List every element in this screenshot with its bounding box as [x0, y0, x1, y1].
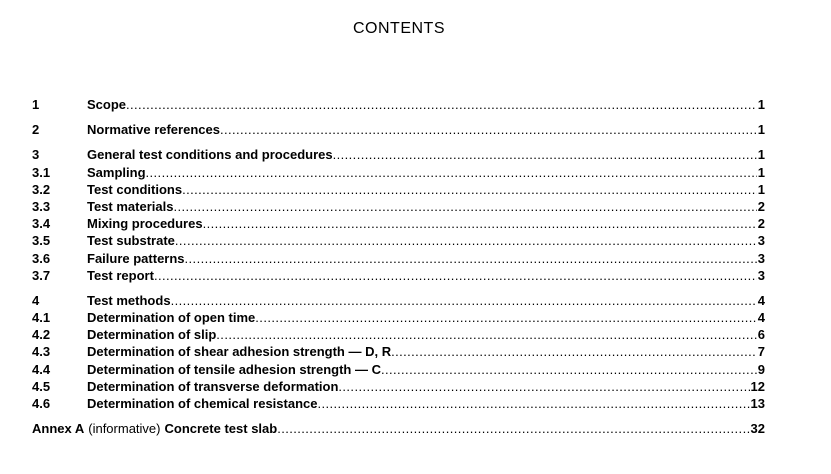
toc-entry[interactable]	[32, 96, 765, 113]
toc-entry-label: Test conditions	[87, 181, 183, 197]
toc-entry-number: 4.1	[32, 310, 51, 326]
toc-entry[interactable]	[32, 232, 765, 249]
toc-dot-leader	[126, 96, 757, 113]
toc-entry-number: 3.7	[32, 267, 51, 283]
toc-entry[interactable]	[32, 395, 765, 412]
toc-entry-label: Determination of tensile adhesion strength — C	[87, 361, 381, 377]
toc-entry-page: 7	[757, 344, 765, 360]
toc-entry-label: Test materials	[87, 198, 174, 214]
toc-entry-page: 2	[757, 198, 765, 214]
toc-entry-number: 3	[32, 147, 40, 163]
toc-entry[interactable]	[32, 343, 765, 360]
toc-dot-leader	[216, 326, 756, 343]
toc-entry[interactable]	[32, 361, 765, 378]
toc-entry-number: 3.6	[32, 250, 51, 266]
toc-dot-leader	[154, 267, 757, 284]
toc-dot-leader	[277, 420, 749, 437]
toc-entry[interactable]	[32, 309, 765, 326]
toc-entry-number: 4.4	[32, 361, 51, 377]
toc-dot-leader	[146, 164, 757, 181]
toc-dot-leader	[317, 395, 749, 412]
toc-entry-label: Determination of chemical resistance	[87, 396, 318, 411]
toc-entry[interactable]	[32, 198, 765, 215]
annex-note: (informative)	[88, 421, 161, 437]
toc-group	[32, 121, 765, 138]
toc-entry[interactable]	[32, 121, 765, 138]
toc-dot-leader	[185, 250, 757, 267]
toc-entry-label: Test substrate	[87, 233, 175, 249]
toc-entry-number: 2	[32, 122, 40, 138]
toc-entry[interactable]	[32, 378, 765, 395]
toc-entry-number: 4.6	[32, 396, 51, 411]
toc-entry-label: Scope	[87, 97, 127, 112]
toc-entry-label: Failure patterns	[87, 250, 185, 266]
toc-entry-label: Sampling	[87, 164, 146, 180]
toc-entry-page: 1	[757, 97, 765, 112]
toc-entry-page: 2	[757, 216, 765, 232]
toc-entry-page: 9	[757, 361, 765, 377]
toc-entry-number: 3.3	[32, 198, 51, 214]
toc-entry[interactable]	[32, 250, 765, 267]
toc-entry[interactable]	[32, 326, 765, 343]
annex-prefix: Annex A	[32, 421, 85, 437]
toc-entry-page: 3	[757, 233, 765, 249]
toc-entry-page: 4	[757, 292, 765, 308]
toc-entry-page: 3	[757, 267, 765, 283]
toc-dot-leader	[182, 181, 757, 198]
toc-entry-page: 12	[750, 378, 765, 394]
toc-annex-entry[interactable]	[32, 420, 765, 437]
toc-entry-number: 4.3	[32, 344, 51, 360]
toc-entry-number: 1	[32, 97, 40, 112]
toc-entry-number: 3.4	[32, 216, 51, 232]
toc-entry-label: Test methods	[87, 292, 171, 308]
toc-entry-number: 4	[32, 292, 40, 308]
toc-entry[interactable]	[32, 164, 765, 181]
toc-entry-number: 4.5	[32, 378, 51, 394]
toc-entry-page: 13	[750, 396, 765, 411]
toc-dot-leader	[255, 309, 756, 326]
toc-dot-leader	[175, 232, 757, 249]
toc-entry-page: 1	[757, 164, 765, 180]
toc-dot-leader	[391, 343, 757, 360]
toc-entry-label: Determination of open time	[87, 310, 256, 326]
toc-entry-page: 1	[757, 122, 765, 138]
toc-entry[interactable]	[32, 146, 765, 163]
toc-entry-label: General test conditions and procedures	[87, 147, 333, 163]
toc-group	[32, 96, 765, 113]
toc-entry-page: 1	[757, 181, 765, 197]
toc-dot-leader	[220, 121, 757, 138]
toc-dot-leader	[381, 361, 757, 378]
toc-group	[32, 292, 765, 412]
toc-entry-page: 32	[750, 421, 765, 437]
toc-dot-leader	[333, 146, 757, 163]
toc-dot-leader	[203, 215, 757, 232]
toc-entry-label: Determination of slip	[87, 327, 217, 343]
toc-entry-page: 6	[757, 327, 765, 343]
toc-entry-number: 3.2	[32, 181, 51, 197]
table-of-contents	[32, 96, 765, 437]
toc-dot-leader	[338, 378, 749, 395]
toc-entry[interactable]	[32, 215, 765, 232]
toc-entry-label: Mixing procedures	[87, 216, 203, 232]
toc-entry[interactable]	[32, 292, 765, 309]
toc-entry-page: 3	[757, 250, 765, 266]
toc-entry-page: 4	[757, 310, 765, 326]
toc-entry-number: 3.5	[32, 233, 51, 249]
toc-entry[interactable]	[32, 181, 765, 198]
toc-dot-leader	[173, 198, 756, 215]
toc-entry-label: Determination of transverse deformation	[87, 378, 339, 394]
toc-group	[32, 146, 765, 284]
toc-entry-label: Test report	[87, 267, 154, 283]
toc-entry-label: Determination of shear adhesion strength — D, R	[87, 344, 392, 360]
page-title: CONTENTS	[353, 20, 445, 37]
toc-entry-label: Normative references	[87, 122, 220, 138]
toc-entry-number: 3.1	[32, 164, 51, 180]
toc-entry-number: 4.2	[32, 327, 51, 343]
toc-entry[interactable]	[32, 267, 765, 284]
toc-dot-leader	[171, 292, 757, 309]
annex-label: Concrete test slab	[164, 421, 278, 437]
toc-entry-page: 1	[757, 147, 765, 163]
